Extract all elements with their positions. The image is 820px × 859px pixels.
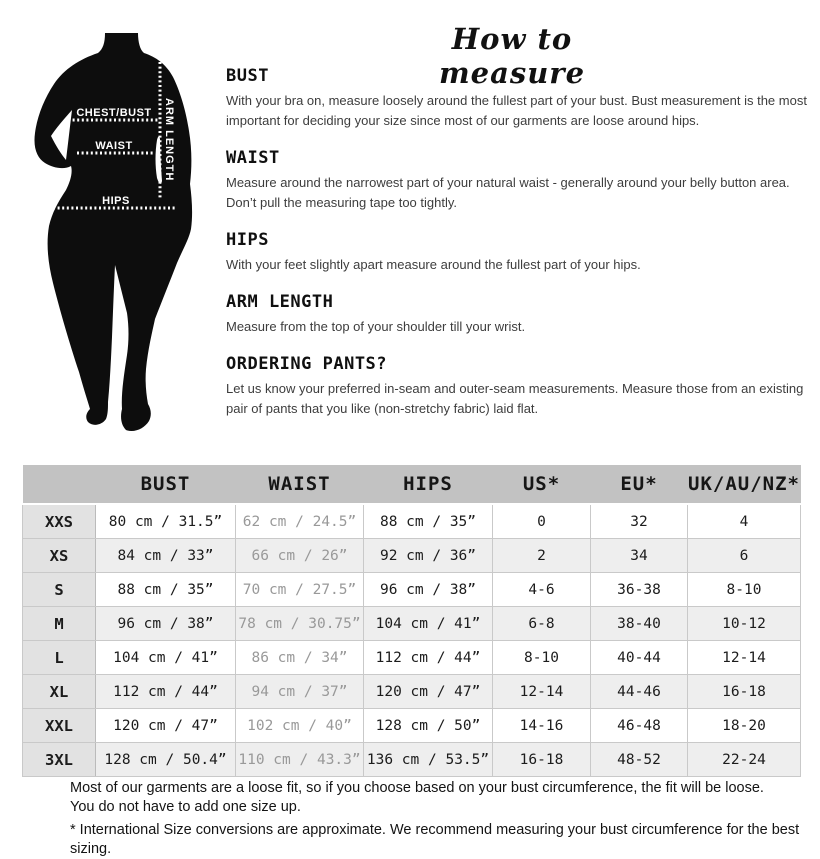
bust-cell: 104 cm / 41” [96, 641, 236, 675]
eu-size-cell: 40-44 [591, 641, 688, 675]
hips-cell: 136 cm / 53.5” [364, 743, 493, 777]
hips-cell: 96 cm / 38” [364, 573, 493, 607]
bust-cell: 96 cm / 38” [96, 607, 236, 641]
uk-au-nz-size-cell: 4 [688, 504, 801, 539]
hips-cell: 92 cm / 36” [364, 539, 493, 573]
hips-label: HIPS [102, 195, 130, 207]
section-body: With your feet slightly apart measure around the fullest part of your hips. [226, 257, 641, 272]
fit-note-line2: You do not have to add one size up. [70, 799, 301, 815]
bust-cell: 80 cm / 31.5” [96, 504, 236, 539]
measure-section [226, 230, 810, 275]
eu-size-cell: 48-52 [591, 743, 688, 777]
size-table [22, 465, 801, 777]
column-header: HIPS [364, 465, 493, 504]
uk-au-nz-size-cell: 6 [688, 539, 801, 573]
table-row [23, 607, 801, 641]
waist-cell: 70 cm / 27.5” [236, 573, 364, 607]
hips-cell: 104 cm / 41” [364, 607, 493, 641]
eu-size-cell: 34 [591, 539, 688, 573]
column-header [23, 465, 96, 504]
table-row [23, 504, 801, 539]
bust-cell: 120 cm / 47” [96, 709, 236, 743]
measurement-figure [10, 20, 225, 450]
eu-size-cell: 44-46 [591, 675, 688, 709]
column-header: BUST [96, 465, 236, 504]
measure-section [226, 354, 810, 419]
us-size-cell: 8-10 [493, 641, 591, 675]
table-row [23, 573, 801, 607]
size-table-body [23, 504, 801, 777]
hips-cell: 112 cm / 44” [364, 641, 493, 675]
section-body: With your bra on, measure loosely around the fullest part of your bust. Bust measurement is the most important for deciding your size since most of our garments are loose around hips. [226, 93, 807, 128]
waist-cell: 94 cm / 37” [236, 675, 364, 709]
bust-cell: 84 cm / 33” [96, 539, 236, 573]
waist-cell: 78 cm / 30.75” [236, 607, 364, 641]
waist-cell: 102 cm / 40” [236, 709, 364, 743]
section-heading: ORDERING PANTS? [226, 354, 388, 374]
silhouette-shape [34, 33, 192, 431]
table-row [23, 675, 801, 709]
uk-au-nz-size-cell: 16-18 [688, 675, 801, 709]
us-size-cell: 2 [493, 539, 591, 573]
section-body: Measure around the narrowest part of your natural waist - generally around your belly button area. Don’t pull the measuring tape too tightly. [226, 175, 790, 210]
uk-au-nz-size-cell: 12-14 [688, 641, 801, 675]
waist-label: WAIST [95, 140, 133, 152]
column-header: UK/AU/NZ* [688, 465, 801, 504]
table-row [23, 539, 801, 573]
waist-cell: 62 cm / 24.5” [236, 504, 364, 539]
size-label-cell: 3XL [23, 743, 96, 777]
eu-size-cell: 38-40 [591, 607, 688, 641]
waist-cell: 86 cm / 34” [236, 641, 364, 675]
section-heading: WAIST [226, 148, 280, 168]
bust-cell: 112 cm / 44” [96, 675, 236, 709]
section-body: Let us know your preferred in-seam and outer-seam measurements. Measure those from an existing pair of pants that you like (non-stretchy fabric) laid flat. [226, 381, 804, 416]
table-row [23, 709, 801, 743]
size-label-cell: XS [23, 539, 96, 573]
conversion-note: * International Size conversions are approximate. We recommend measuring your bust circumference for the best sizing. [70, 822, 800, 857]
bust-cell: 88 cm / 35” [96, 573, 236, 607]
us-size-cell: 6-8 [493, 607, 591, 641]
size-label-cell: XXL [23, 709, 96, 743]
us-size-cell: 14-16 [493, 709, 591, 743]
measure-section [226, 292, 810, 337]
bust-cell: 128 cm / 50.4” [96, 743, 236, 777]
size-table-header-row [23, 465, 801, 504]
waist-cell: 66 cm / 26” [236, 539, 364, 573]
column-header: WAIST [236, 465, 364, 504]
hips-cell: 120 cm / 47” [364, 675, 493, 709]
measure-sections [226, 66, 810, 419]
column-header: US* [493, 465, 591, 504]
us-size-cell: 16-18 [493, 743, 591, 777]
page-title: How to measure [438, 22, 586, 90]
us-size-cell: 4-6 [493, 573, 591, 607]
measure-section [226, 66, 810, 131]
uk-au-nz-size-cell: 22-24 [688, 743, 801, 777]
fit-note-line1: Most of our garments are a loose fit, so if you choose based on your bust circumference, the fit will be loose. [70, 780, 764, 796]
hips-cell: 88 cm / 35” [364, 504, 493, 539]
eu-size-cell: 46-48 [591, 709, 688, 743]
size-table-wrap [22, 465, 800, 777]
size-label-cell: S [23, 573, 96, 607]
table-row [23, 743, 801, 777]
chest-label: CHEST/BUST [76, 107, 152, 119]
size-label-cell: L [23, 641, 96, 675]
table-row [23, 641, 801, 675]
body-silhouette-figure [10, 20, 225, 450]
eu-size-cell: 36-38 [591, 573, 688, 607]
hips-cell: 128 cm / 50” [364, 709, 493, 743]
size-label-cell: XXS [23, 504, 96, 539]
uk-au-nz-size-cell: 18-20 [688, 709, 801, 743]
fit-note [70, 779, 810, 817]
us-size-cell: 12-14 [493, 675, 591, 709]
section-heading: BUST [226, 66, 269, 86]
uk-au-nz-size-cell: 10-12 [688, 607, 801, 641]
size-label-cell: M [23, 607, 96, 641]
waist-cell: 110 cm / 43.3” [236, 743, 364, 777]
arm-length-label: ARM LENGTH [163, 98, 175, 182]
section-heading: HIPS [226, 230, 269, 250]
section-heading: ARM LENGTH [226, 292, 334, 312]
eu-size-cell: 32 [591, 504, 688, 539]
us-size-cell: 0 [493, 504, 591, 539]
size-label-cell: XL [23, 675, 96, 709]
uk-au-nz-size-cell: 8-10 [688, 573, 801, 607]
column-header: EU* [591, 465, 688, 504]
section-body: Measure from the top of your shoulder till your wrist. [226, 319, 526, 334]
measure-section [226, 148, 810, 213]
